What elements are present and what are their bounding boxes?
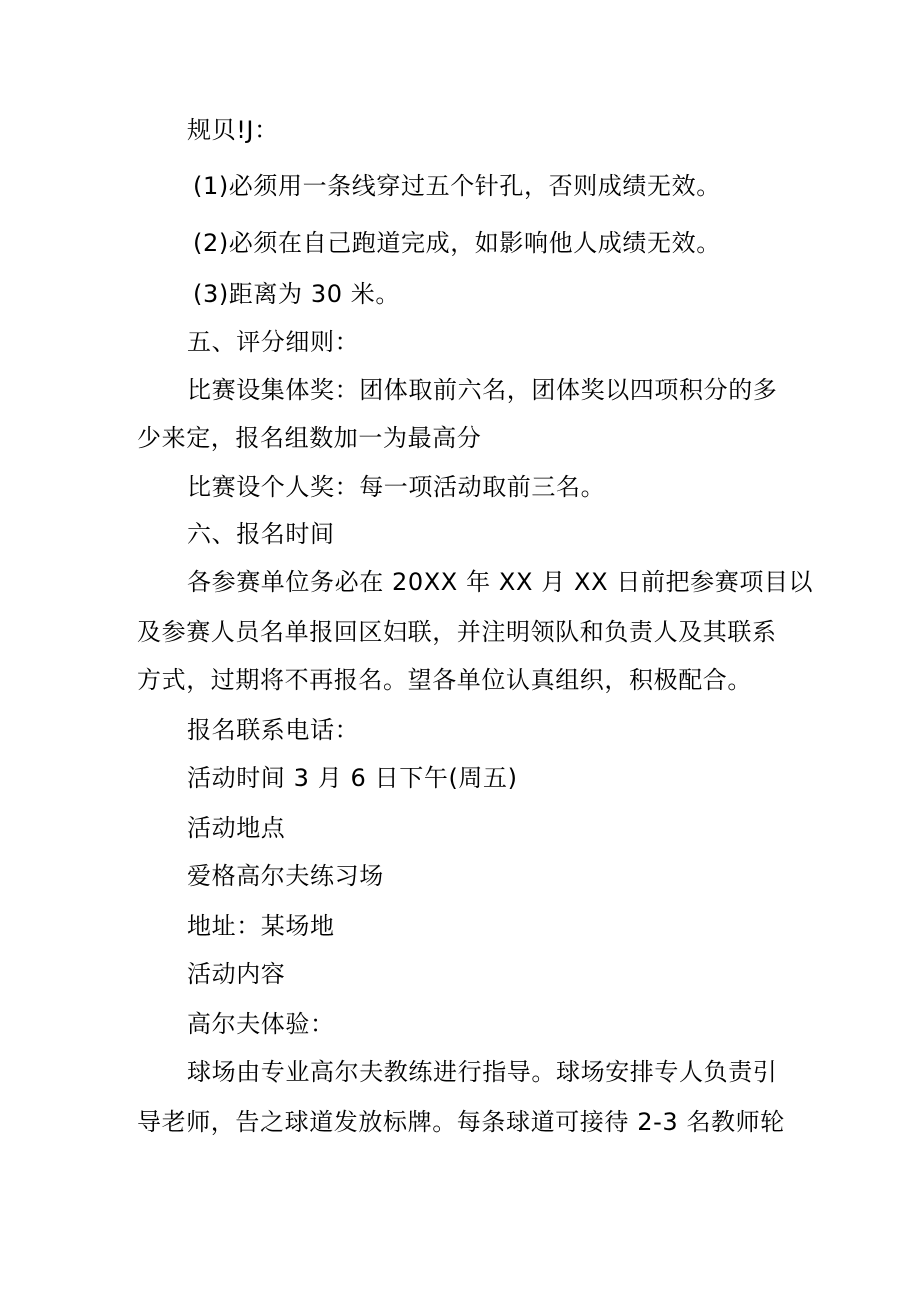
paragraph-line: 方式，过期将不再报名。望各单位认真组织，积极配合。 [137, 666, 752, 694]
paragraph-line: 球场由专业高尔夫教练进行指导。球场安排专人负责引 [187, 1058, 778, 1086]
paragraph-line: 活动时间 3 月 6 日下午(周五) [187, 764, 518, 792]
rule-item-1: (1)必须用一条线穿过五个针孔，否则成绩无效。 [193, 172, 721, 200]
paragraph-line: 及参赛人员名单报回区妇联，并注明领队和负责人及其联系 [137, 618, 777, 646]
paragraph-line: 活动地点 [187, 814, 286, 842]
paragraph-line: 爱格高尔夫练习场 [187, 862, 384, 890]
paragraph-line: 各参赛单位务必在 20XX 年 XX 月 XX 日前把参赛项目以 [187, 568, 814, 596]
paragraph-line: 高尔夫体验： [187, 1010, 335, 1038]
paragraph-line: 活动内容 [187, 960, 286, 988]
paragraph-line: 报名联系电话： [187, 716, 360, 744]
rule-item-3: (3)距离为 30 米。 [193, 280, 400, 308]
paragraph-line: 地址：某场地 [187, 912, 335, 940]
section-six-heading: 六、报名时间 [187, 520, 335, 548]
rules-heading: 规贝!J： [187, 116, 279, 144]
paragraph-line: 比赛设个人奖：每一项活动取前三名。 [187, 473, 606, 501]
paragraph-line: 少来定，报名组数加一为最高分 [137, 424, 482, 452]
section-five-heading: 五、评分细则： [187, 328, 360, 356]
paragraph-line: 导老师，告之球道发放标牌。每条球道可接待 2-3 名教师轮 [137, 1108, 785, 1136]
paragraph-line: 比赛设集体奖：团体取前六名，团体奖以四项积分的多 [187, 376, 778, 404]
rule-item-2: (2)必须在自己跑道完成，如影响他人成绩无效。 [193, 229, 721, 257]
